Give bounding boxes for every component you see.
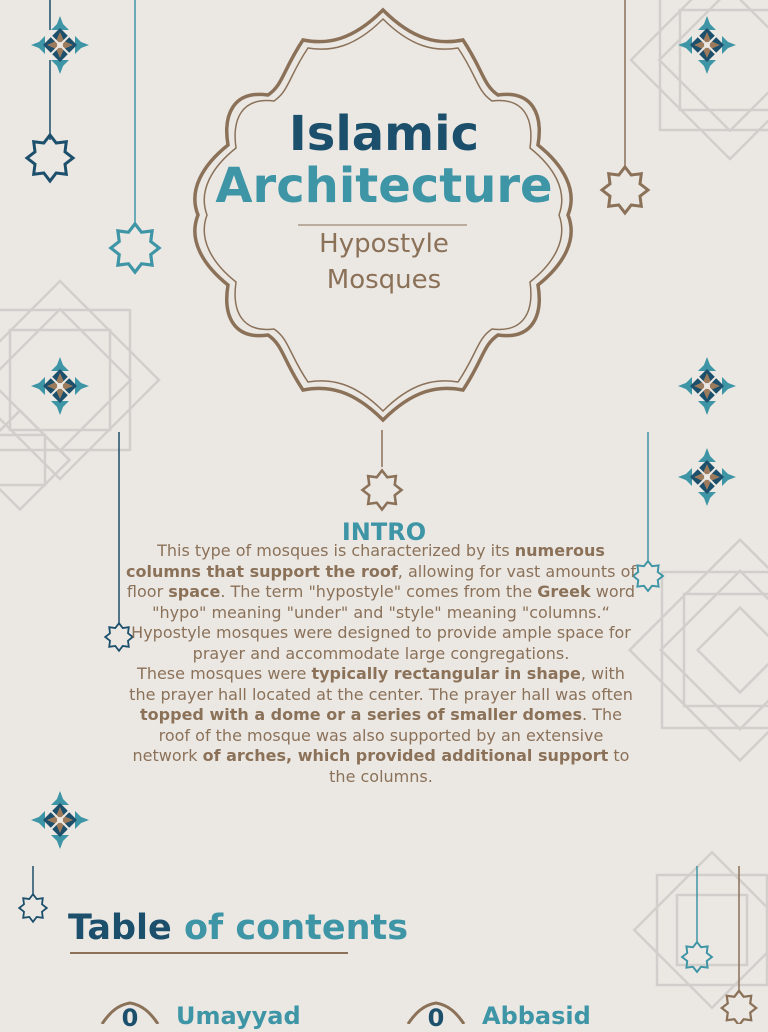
intro-p3-b1: typically rectangular in shape (311, 664, 581, 683)
intro-heading: INTRO (341, 518, 427, 546)
intro-p1-s3: . The term "hypostyle" comes from the (220, 582, 538, 601)
subtitle-line-1: Hypostyle (319, 229, 449, 259)
subtitle (284, 226, 484, 298)
intro-p3-b2: topped with a dome or a series of smaller domes (140, 705, 583, 724)
intro-p1-s1: This type of mosques is characterized by its (157, 541, 515, 560)
intro-p3-s4: to the columns. (329, 746, 630, 786)
intro-p1-b1: numerous columns that support the roof (126, 541, 605, 581)
intro-p1-b2: space (168, 582, 221, 601)
toc-item-2-label[interactable]: Abbasid (482, 1002, 591, 1030)
intro-p3-s3: . The roof of the mosque was also supported by an extensive network (132, 705, 622, 765)
toc-item-2-number: 0 (427, 1004, 445, 1032)
toc-title (68, 906, 408, 950)
intro-p1-b3: Greek (537, 582, 591, 601)
intro-p2: Hypostyle mosques were designed to provide ample space for prayer and accommodate large congregations. (131, 623, 631, 663)
toc-item-1-label[interactable]: Umayyad (176, 1002, 301, 1030)
toc-title-part1: Table (68, 908, 172, 948)
intro-p3-s1: These mosques were (137, 664, 312, 683)
intro-p3-s2: , with the prayer hall located at the center. The prayer hall was often (129, 664, 633, 704)
intro-p1-s2: , allowing for vast amounts of floor (126, 561, 636, 601)
toc-item-1-number: 0 (121, 1004, 139, 1032)
intro-p1-s4: word "hypo" meaning "under" and "style" meaning "columns.“ (152, 582, 636, 622)
title-line-1: Islamic (288, 106, 480, 162)
toc-title-part2: of contents (183, 908, 409, 948)
intro-body (126, 541, 636, 787)
title-line-2: Architecture (215, 158, 553, 214)
subtitle-line-2: Mosques (326, 265, 442, 295)
toc-underline (70, 952, 348, 954)
intro-p3-b3: of arches, which provided additional support (202, 746, 609, 765)
